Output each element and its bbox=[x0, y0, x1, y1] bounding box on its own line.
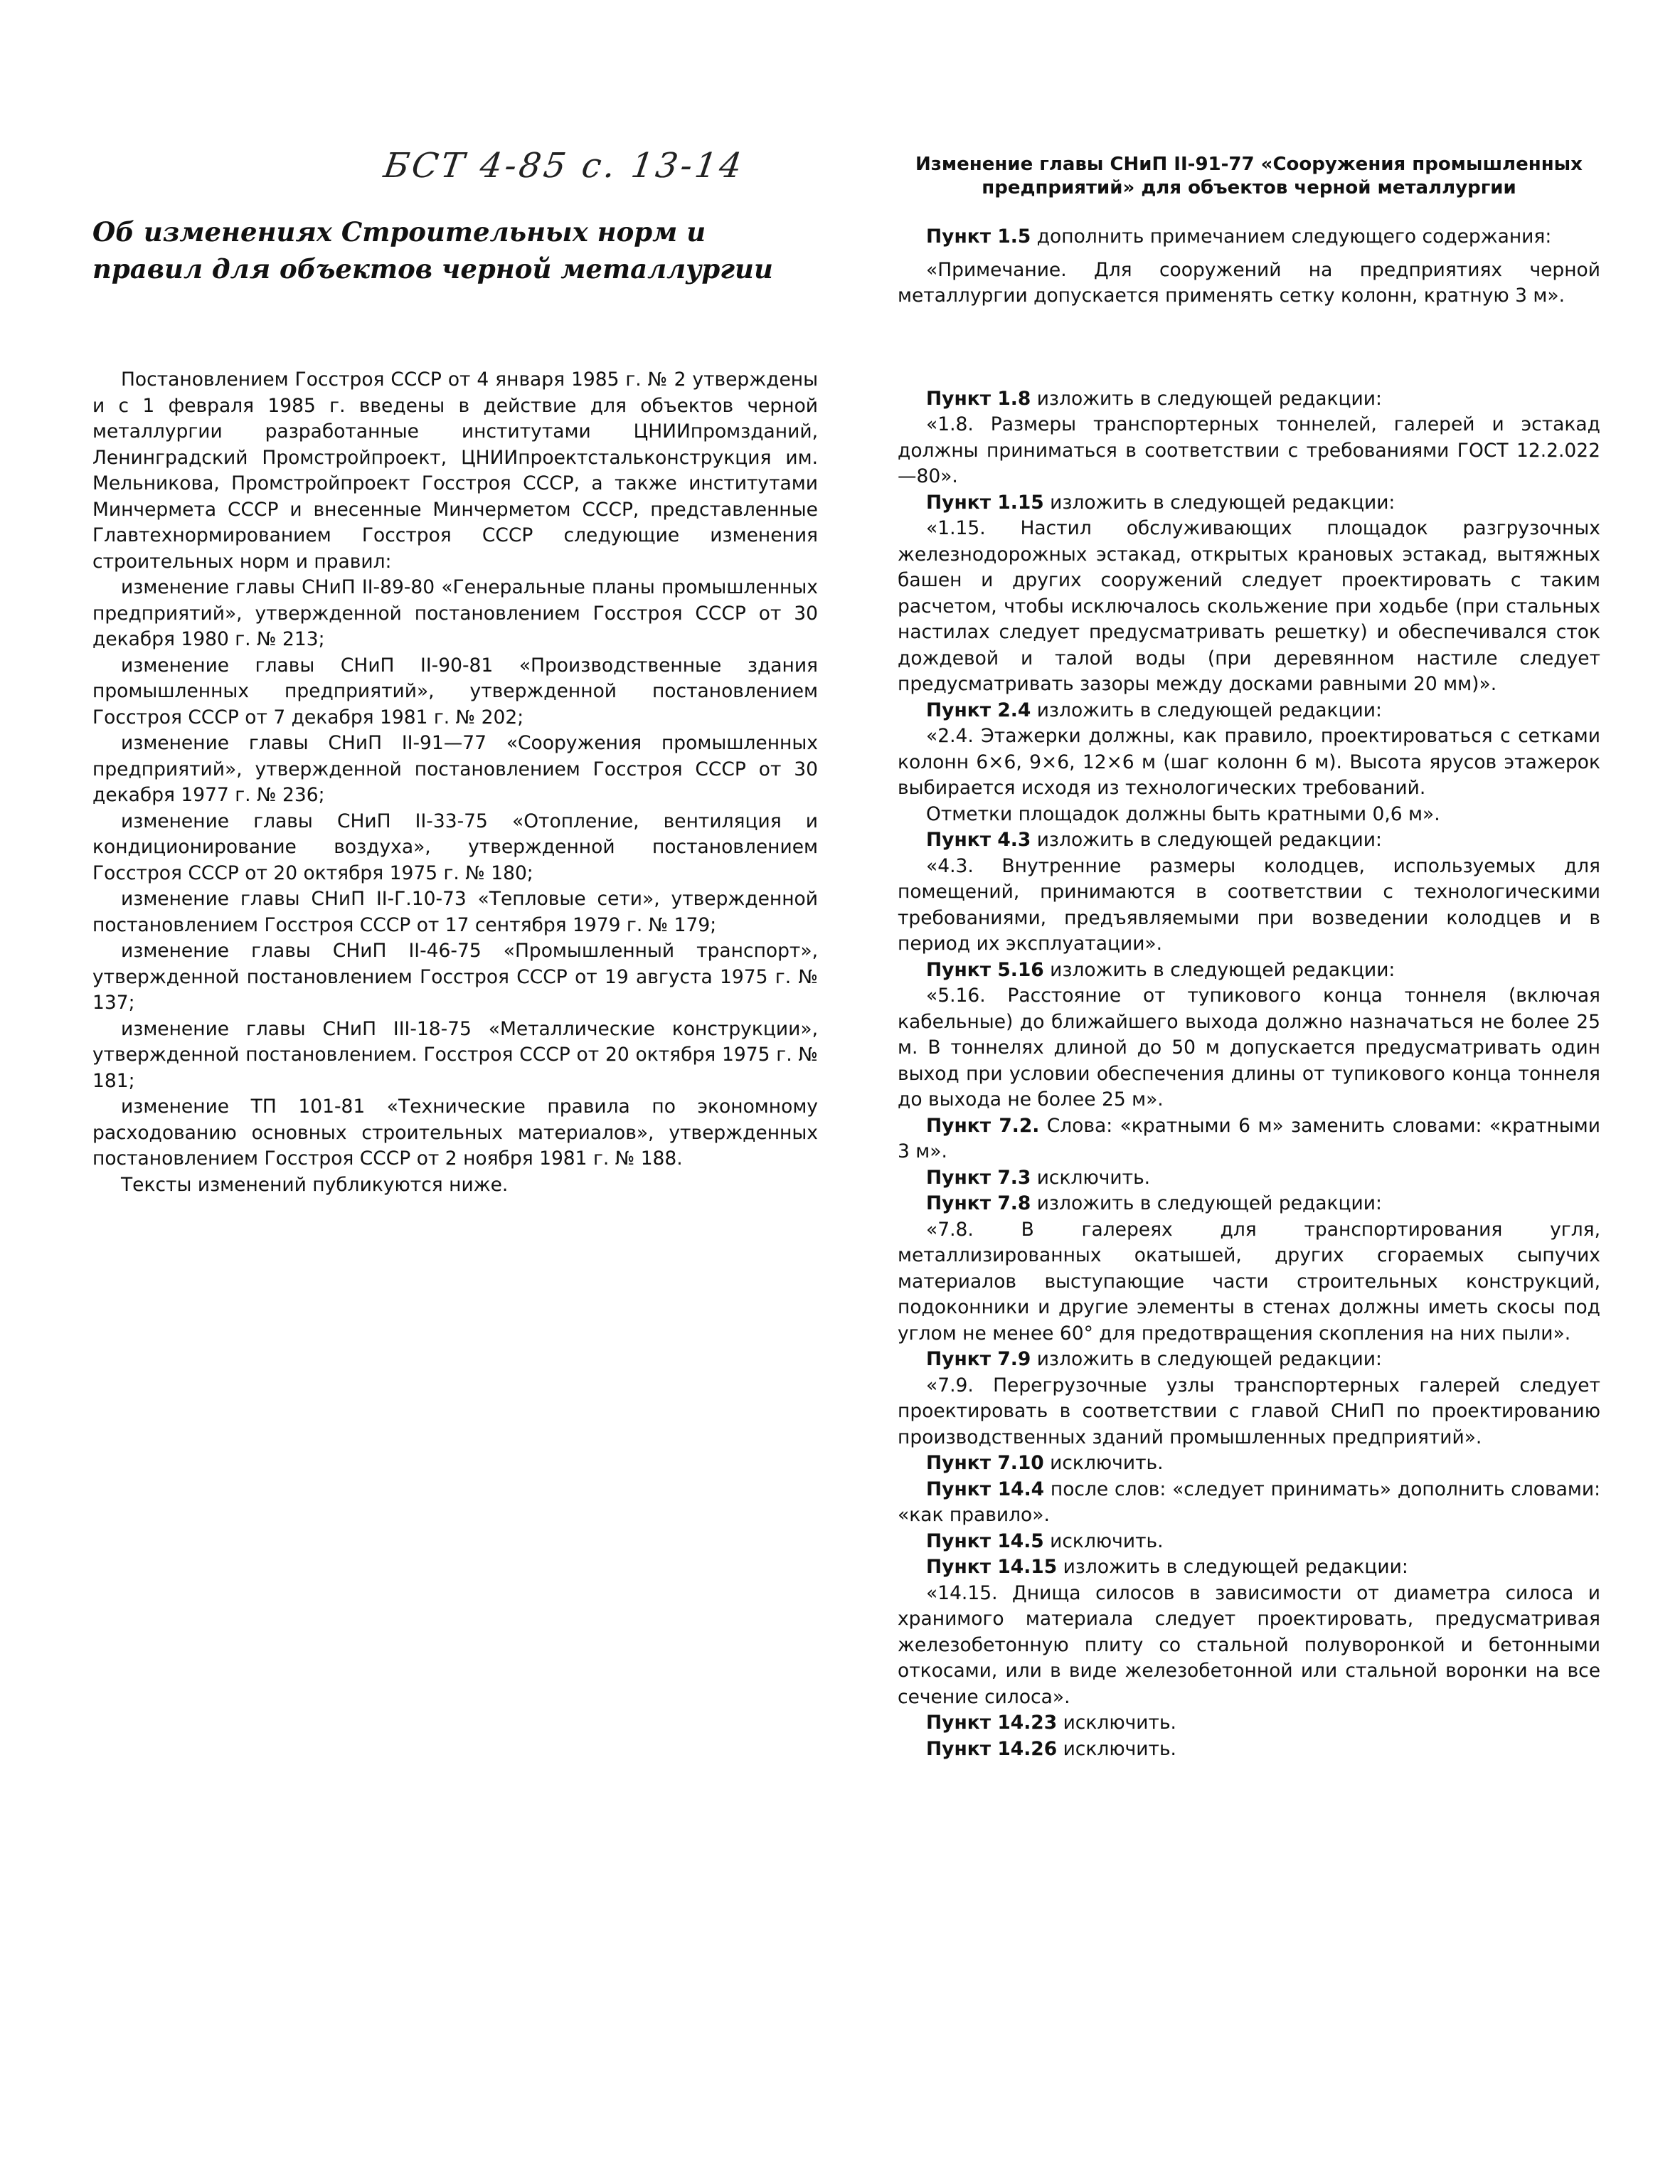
list-item: изменение главы СНиП II-90-81 «Производственные здания промышленных предприятий», утвержденной постановлением Госстроя СССР от 7 декабря 1981 г. № 202; bbox=[92, 654, 818, 728]
clause-label: Пункт 7.10 bbox=[926, 1452, 1044, 1474]
list-item: изменение главы СНиП III-18-75 «Металлические конструкции», утвержденной постановлением. Госстроя СССР от 20 октября 1975 г. № 181; bbox=[92, 1017, 818, 1092]
clause-label: Пункт 14.5 bbox=[926, 1530, 1044, 1552]
amendment-clause bbox=[898, 958, 1600, 984]
amendment-clause bbox=[898, 386, 1600, 413]
amendment-text bbox=[898, 516, 1600, 698]
list-item: изменение главы СНиП II-33-75 «Отопление, вентиляция и кондиционирование воздуха», утвержденной постановлением Госстроя СССР от 20 октября 1975 г. № 180; bbox=[92, 810, 818, 884]
clause-text: «5.16. Расстояние от тупикового конца тоннеля (включая кабельные) до ближайшего выхода должно назначаться не более 25 м. В тоннелях длиной до 50 м допускается предусматривать один выход при условии обеспечения длины от тупикового конца тоннеля до выхода не более 25 м». bbox=[898, 985, 1600, 1110]
clause-text: изложить в следующей редакции: bbox=[1043, 958, 1395, 981]
clause-text: исключить. bbox=[1057, 1737, 1176, 1760]
list-item: изменение главы СНиП II-91—77 «Сооружения промышленных предприятий», утвержденной постановлением Госстроя СССР от 30 декабря 1977 г. № 236; bbox=[92, 732, 818, 806]
clause-label: Пункт 14.23 bbox=[926, 1712, 1058, 1734]
list-item: изменение главы СНиП II-46-75 «Промышленный транспорт», утвержденной постановлением Госстроя СССР от 19 августа 1975 г. № 137; bbox=[92, 940, 818, 1014]
clause-text: исключить. bbox=[1043, 1530, 1164, 1552]
closing-paragraph: Тексты изменений публикуются ниже. bbox=[121, 1173, 509, 1196]
clause-text: «4.3. Внутренние размеры колодцев, используемых для помещений, принимаются в соответствии с технологическими требованиями, предъявляемыми при возведении колодцев и в период их эксплуатации». bbox=[898, 854, 1600, 955]
clause-label: Пункт 1.8 bbox=[926, 387, 1031, 410]
amendment-text bbox=[898, 412, 1600, 490]
clause-text: исключить. bbox=[1043, 1452, 1164, 1474]
amendment-text bbox=[898, 258, 1600, 309]
amendment-clause bbox=[898, 224, 1600, 250]
amendment-clause bbox=[898, 1477, 1600, 1529]
amendment-clause bbox=[898, 1529, 1600, 1555]
clause-label: Пункт 1.15 bbox=[926, 491, 1044, 514]
amendment-text bbox=[898, 854, 1600, 958]
clause-text: изложить в следующей редакции: bbox=[1031, 699, 1382, 721]
clause-label: Пункт 7.9 bbox=[926, 1348, 1031, 1370]
clause-label: Пункт 7.2. bbox=[926, 1114, 1040, 1137]
list-item: изменение ТП 101-81 «Технические правила по экономному расходованию основных строительных материалов», утвержденных постановлением Госстроя СССР от 2 ноября 1981 г. № 188. bbox=[92, 1096, 818, 1170]
clause-text: изложить в следующей редакции: bbox=[1031, 1192, 1382, 1214]
clause-text: Слова: «кратными 6 м» заменить словами: «кратными 3 м». bbox=[898, 1114, 1600, 1162]
right-column bbox=[898, 153, 1600, 1762]
amendment-clause bbox=[898, 698, 1600, 724]
amendment-text bbox=[898, 802, 1600, 828]
clause-text: «1.8. Размеры транспортерных тоннелей, галерей и эстакад должны приниматься в соответствии с требованиями ГОСТ 12.2.022—80». bbox=[898, 413, 1600, 487]
amendment-list bbox=[898, 224, 1600, 1762]
amendment-clause bbox=[898, 827, 1600, 854]
clause-label: Пункт 14.4 bbox=[926, 1478, 1045, 1500]
amendment-text bbox=[898, 1217, 1600, 1347]
clause-text: изложить в следующей редакции: bbox=[1057, 1556, 1408, 1578]
clause-label: Пункт 7.3 bbox=[926, 1166, 1031, 1189]
clause-text: исключить. bbox=[1031, 1166, 1151, 1189]
clause-text: «7.9. Перегрузочные узлы транспортерных галерей следует проектировать в соответствии с главой СНиП по проектированию производственных зданий промышленных предприятий». bbox=[898, 1374, 1600, 1448]
clause-text: изложить в следующей редакции: bbox=[1031, 387, 1382, 410]
clause-text: Отметки площадок должны быть кратными 0,6 м». bbox=[926, 802, 1440, 825]
amendment-clause bbox=[898, 1451, 1600, 1477]
amendment-clause bbox=[898, 1554, 1600, 1581]
clause-text: дополнить примечанием следующего содержания: bbox=[1031, 226, 1552, 248]
amendment-clause bbox=[898, 1165, 1600, 1192]
amendment-text bbox=[898, 983, 1600, 1113]
clause-label: Пункт 1.5 bbox=[926, 226, 1031, 248]
list-item: изменение главы СНиП II-89-80 «Генеральные планы промышленных предприятий», утвержденной постановлением Госстроя СССР от 30 декабря 1980 г. № 213; bbox=[92, 576, 818, 650]
clause-label: Пункт 4.3 bbox=[926, 829, 1031, 851]
clause-text: «7.8. В галереях для транспортирования угля, металлизированных окатышей, других сгораемых сыпучих материалов выступающие части строительных конструкций, подоконники и другие элементы в стенах должны иметь скосы под углом не менее 60° для предотвращения скопления на них пыли». bbox=[898, 1218, 1600, 1345]
amendment-clause bbox=[898, 1191, 1600, 1217]
clause-label: Пункт 2.4 bbox=[926, 699, 1031, 721]
clause-text: изложить в следующей редакции: bbox=[1031, 1348, 1382, 1370]
amendment-clause bbox=[898, 1347, 1600, 1373]
list-item: изменение главы СНиП II-Г.10-73 «Тепловые сети», утвержденной постановлением Госстроя СССР от 17 сентября 1979 г. № 179; bbox=[92, 888, 818, 936]
clause-text: исключить. bbox=[1057, 1712, 1176, 1734]
amendment-clause bbox=[898, 1113, 1600, 1165]
clause-text: изложить в следующей редакции: bbox=[1043, 491, 1395, 514]
clause-text: после слов: «следует принимать» дополнить словами: «как правило». bbox=[898, 1478, 1600, 1526]
clause-text: «14.15. Днища силосов в зависимости от диаметра силоса и хранимого материала следует проектировать, предусматривая железобетонную плиту со стальной полуворонкой и бетонными откосами, или в виде железобетонной или стальной воронки на все сечение силоса». bbox=[898, 1581, 1600, 1708]
handwritten-stamp: БСТ 4-85 с. 13-14 bbox=[381, 146, 748, 186]
clause-text: «2.4. Этажерки должны, как правило, проектироваться с сетками колонн 6×6, 9×6, 12×6 м (шаг колонн 6 м). Высота ярусов этажерок выбирается исходя из технологических требований. bbox=[898, 725, 1600, 799]
amendment-text bbox=[898, 1373, 1600, 1451]
intro-paragraph: Постановлением Госстроя СССР от 4 января 1985 г. № 2 утверждены и с 1 февраля 1985 г. введены в действие для объектов черной металлургии разработанные институтами ЦНИИпромзданий, Ленинградский Промстройпроект, ЦНИИпроектстальконструкция им. Мельникова, Промстройпроект Госстроя СССР, а также институтами Минчермета СССР и внесенные Минчерметом СССР, представленные Главтехнормированием Госстроя СССР следующие изменения строительных норм и правил: bbox=[92, 369, 818, 573]
article-title: Об изменениях Строительных норм и правил для объектов черной металлургии bbox=[92, 216, 773, 285]
clause-label: Пункт 14.15 bbox=[926, 1556, 1058, 1578]
clause-label: Пункт 5.16 bbox=[926, 958, 1044, 981]
amendment-clause bbox=[898, 1710, 1600, 1737]
clause-text: «Примечание. Для сооружений на предприятиях черной металлургии допускается применять сетку колонн, кратную 3 м». bbox=[898, 258, 1600, 307]
amendment-text bbox=[898, 723, 1600, 802]
amendment-clause bbox=[898, 1737, 1600, 1763]
section-title: Изменение главы СНиП II-91-77 «Сооружения промышленных предприятий» для объектов черной металлургии bbox=[915, 154, 1583, 198]
amendment-clause bbox=[898, 490, 1600, 516]
clause-text: изложить в следующей редакции: bbox=[1031, 829, 1382, 851]
clause-label: Пункт 14.26 bbox=[926, 1737, 1058, 1760]
left-column bbox=[92, 213, 818, 1198]
amendment-text bbox=[898, 1581, 1600, 1711]
clause-label: Пункт 7.8 bbox=[926, 1192, 1031, 1214]
clause-text: «1.15. Настил обслуживающих площадок разгрузочных железнодорожных эстакад, открытых крановых эстакад, вытяжных башен и других сооружений следует проектировать с таким расчетом, чтобы исключалось скольжение при ходьбе (при стальных настилах следует предусматривать решетку) и обеспечивался сток дождевой и талой воды (при деревянном настиле следует предусматривать зазоры между досками равными 20 мм)». bbox=[898, 517, 1600, 695]
